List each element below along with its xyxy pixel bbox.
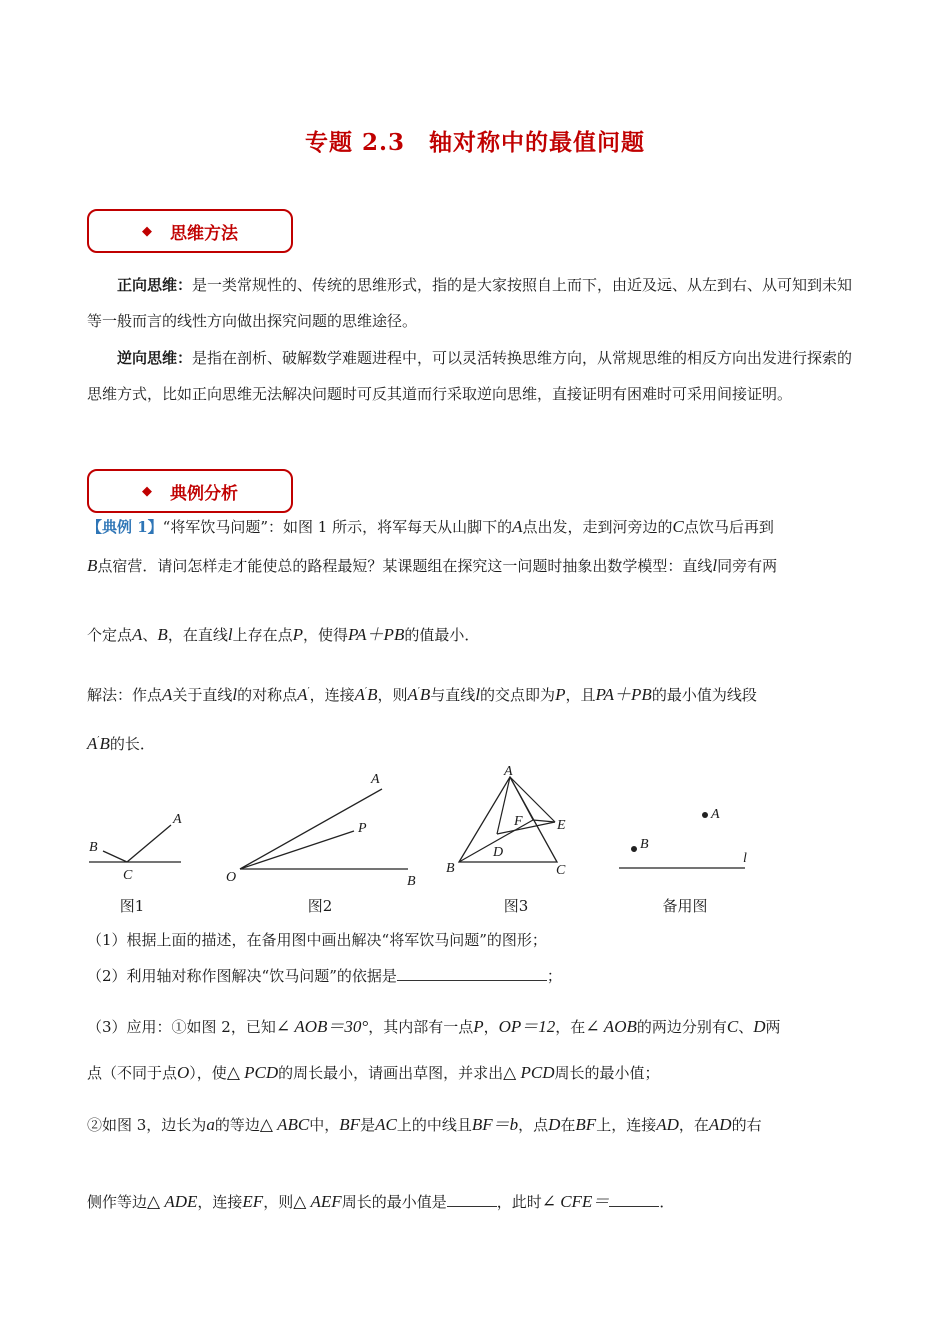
math-A: A (87, 734, 98, 753)
text: 的长． (109, 735, 155, 753)
text: （2）利用轴对称作图解决“饮马问题”的依据是 (87, 967, 397, 985)
figure-2-caption: 图2 (307, 897, 333, 915)
math-A: A (132, 625, 143, 644)
text: ，在 (555, 1018, 586, 1036)
math-B: B (87, 556, 98, 575)
figure-1-caption: 图1 (119, 897, 145, 915)
math-PA-PB: PA＋PB (595, 685, 652, 704)
math-A: A (512, 517, 523, 536)
page-title: 专题 2.3 轴对称中的最值问题 (304, 129, 646, 156)
text: （1）根据上面的描述，在备用图中画出解决“将军饮马问题”的图形； (87, 931, 547, 949)
text: 的两边分别有 (636, 1018, 727, 1036)
example1-line3 (87, 620, 877, 645)
math-A: A (407, 685, 418, 704)
answer-blank[interactable] (397, 980, 547, 981)
math-OP: OP＝12 (498, 1017, 556, 1036)
math-D: D (548, 1115, 561, 1134)
label-P: P (358, 821, 367, 836)
math-angle-AOB-short: ∠ AOB (585, 1017, 637, 1036)
question-3-line4 (87, 1187, 877, 1212)
math-BF: BF (339, 1115, 361, 1134)
text: 的最小值为线段 (651, 686, 757, 704)
text: 点宿营．请问怎样走才能使总的路程最短？某课题组在探究这一问题时抽象出数学模型：直线 (97, 557, 713, 575)
text: 周长的最小值； (554, 1064, 660, 1082)
label-B: B (446, 861, 455, 876)
math-triangle-ADE: △ ADE (147, 1192, 198, 1211)
text: 的右 (731, 1116, 762, 1134)
text: ，则 (263, 1193, 294, 1211)
text: ，此时 (496, 1193, 542, 1211)
label-B: B (407, 874, 416, 889)
text: 个定点 (87, 626, 133, 644)
text: ，连接 (197, 1193, 243, 1211)
section-header-examples (87, 469, 293, 513)
prime-mark: ′ (417, 687, 420, 697)
math-AC: AC (375, 1115, 397, 1134)
math-triangle-PCD: △ PCD (226, 1063, 279, 1082)
math-B: B (99, 734, 110, 753)
question-3-line2 (87, 1062, 877, 1083)
text: 上，连接 (596, 1116, 657, 1134)
label-A: A (504, 764, 513, 779)
text: 点（不同于点 (87, 1064, 178, 1082)
text: 关于直线 (172, 686, 233, 704)
label-B: B (640, 837, 649, 852)
example-tag: 【典例 1】 (87, 518, 163, 536)
label-A: A (711, 807, 720, 822)
text: ， (483, 1018, 499, 1036)
text: 上的中线且 (396, 1116, 472, 1134)
triangle-ABC (459, 777, 557, 862)
diamond-icon: ◆ (142, 483, 152, 499)
math-triangle-AEF: △ AEF (293, 1192, 342, 1211)
point-B (631, 846, 637, 852)
figure-3-caption: 图3 (503, 897, 529, 915)
text: 是 (360, 1116, 376, 1134)
text: 解法：作点 (87, 686, 163, 704)
figure-backup (615, 800, 760, 880)
section-label: 典例分析 (170, 483, 238, 504)
label-B: B (89, 840, 98, 855)
text: ； (546, 967, 562, 985)
figure-2 (220, 765, 425, 890)
math-D: D (753, 1017, 766, 1036)
example1-line1 (87, 516, 877, 537)
figure-3 (440, 762, 580, 882)
section-label: 思维方法 (170, 223, 238, 244)
text: 的等边 (214, 1116, 260, 1134)
label-O: O (226, 870, 237, 885)
text: ②如图 3，边长为 (87, 1116, 207, 1134)
math-angle-AOB: ∠ AOB＝30° (275, 1017, 369, 1036)
text: 与直线 (430, 686, 476, 704)
text: ，在直线 (167, 626, 228, 644)
text: ，其内部有一点 (368, 1018, 474, 1036)
reverse-text: 是指在剖析、破解数学难题进程中，可以灵活转换思维方向，从常规思维的相反方向出发进行探索的思维方式，比如正向思维无法解决问题时可反其道而行采取逆向思维，直接证明有困难时可采用间接证明。 (87, 349, 853, 403)
text: 的交点即为 (480, 686, 556, 704)
text: 周长的最小值是 (341, 1193, 447, 1211)
text: ，连接 (309, 686, 355, 704)
answer-blank[interactable] (447, 1206, 497, 1207)
question-1 (87, 929, 877, 950)
text: “将军饮马问题”：如图 1 所示，将军每天从山脚下的 (162, 518, 513, 536)
prime-mark: ′ (365, 687, 368, 697)
forward-thinking-paragraph (87, 267, 862, 339)
text: 中， (309, 1116, 340, 1134)
math-P: P (555, 685, 566, 704)
diamond-icon: ◆ (142, 223, 152, 239)
math-l: l (227, 625, 233, 644)
forward-term: 正向思维： (117, 276, 193, 294)
text: 、 (738, 1018, 754, 1036)
text: 点饮马后再到 (683, 518, 774, 536)
text: 上存在点 (232, 626, 293, 644)
label-F: F (514, 814, 523, 829)
question-2 (87, 965, 877, 986)
label-E: E (557, 818, 566, 833)
question-3-line3 (87, 1110, 877, 1135)
segment-FE (533, 820, 555, 822)
solution-line1 (87, 680, 877, 705)
math-B: B (419, 685, 431, 704)
prime-mark: ′ (97, 736, 100, 746)
segment-AD (497, 777, 510, 834)
figure-1 (85, 805, 190, 885)
math-a: a (206, 1115, 215, 1134)
text: 、 (142, 626, 158, 644)
math-PA-PB: PA＋PB (347, 625, 405, 644)
text: 的对称点 (237, 686, 298, 704)
text: （3）应用：①如图 2，已知 (87, 1018, 276, 1036)
solution-line2 (87, 733, 877, 754)
figure-backup-caption: 备用图 (662, 897, 708, 915)
text: 在 (560, 1116, 576, 1134)
segment-BC (103, 851, 127, 862)
text: ． (659, 1193, 675, 1211)
answer-blank[interactable] (609, 1206, 659, 1207)
reverse-term: 逆向思维： (117, 349, 193, 367)
math-P: P (292, 625, 303, 644)
label-D: D (493, 845, 504, 860)
label-C: C (123, 868, 133, 883)
text: ，使得 (302, 626, 348, 644)
math-B: B (367, 685, 378, 704)
math-O: O (177, 1063, 190, 1082)
label-l: l (743, 851, 747, 866)
math-A: A (354, 685, 366, 704)
text: ，且 (565, 686, 596, 704)
text: ，点 (518, 1116, 549, 1134)
math-angle-CFE: ∠ CFE＝ (541, 1192, 610, 1211)
segment-CA (127, 825, 171, 862)
reverse-thinking-paragraph (87, 340, 862, 412)
example1-line2 (87, 555, 877, 576)
label-C: C (556, 863, 566, 878)
text: 两 (765, 1018, 781, 1036)
math-AD: AD (708, 1115, 732, 1134)
section-header-method (87, 209, 293, 253)
math-l: l (475, 685, 481, 704)
math-triangle-ABC: △ ABC (259, 1115, 310, 1134)
text: 点出发，走到河旁边的 (522, 518, 673, 536)
math-l: l (232, 685, 238, 704)
forward-text: 是一类常规性的、传统的思维形式，指的是大家按照自上而下，由近及远、从左到右、从可知到未知等一般而言的线性方向做出探究问题的思维途径。 (87, 276, 853, 330)
math-P: P (473, 1017, 484, 1036)
text: ），使 (189, 1064, 227, 1082)
math-C: C (672, 517, 684, 536)
text: 的值最小． (404, 626, 480, 644)
prime-mark: ′ (307, 687, 310, 697)
math-BF: BF (575, 1115, 597, 1134)
label-A: A (371, 772, 380, 787)
label-A: A (173, 812, 182, 827)
text: ，则 (377, 686, 408, 704)
math-AD: AD (656, 1115, 679, 1134)
text: 侧作等边 (87, 1193, 148, 1211)
text: 的周长最小，请画出草图，并求出 (278, 1064, 504, 1082)
text: ，在 (678, 1116, 709, 1134)
math-C: C (726, 1017, 739, 1036)
math-EF: EF (242, 1192, 264, 1211)
math-triangle-PCD: △ PCD (503, 1063, 555, 1082)
math-B: B (157, 625, 168, 644)
math-BF-b: BF＝b (471, 1115, 519, 1134)
math-A: A (162, 685, 173, 704)
question-3-line1 (87, 1012, 877, 1037)
math-l: l (712, 556, 718, 575)
text: 同旁有两 (717, 557, 778, 575)
point-A (702, 812, 708, 818)
math-A: A (297, 685, 308, 704)
